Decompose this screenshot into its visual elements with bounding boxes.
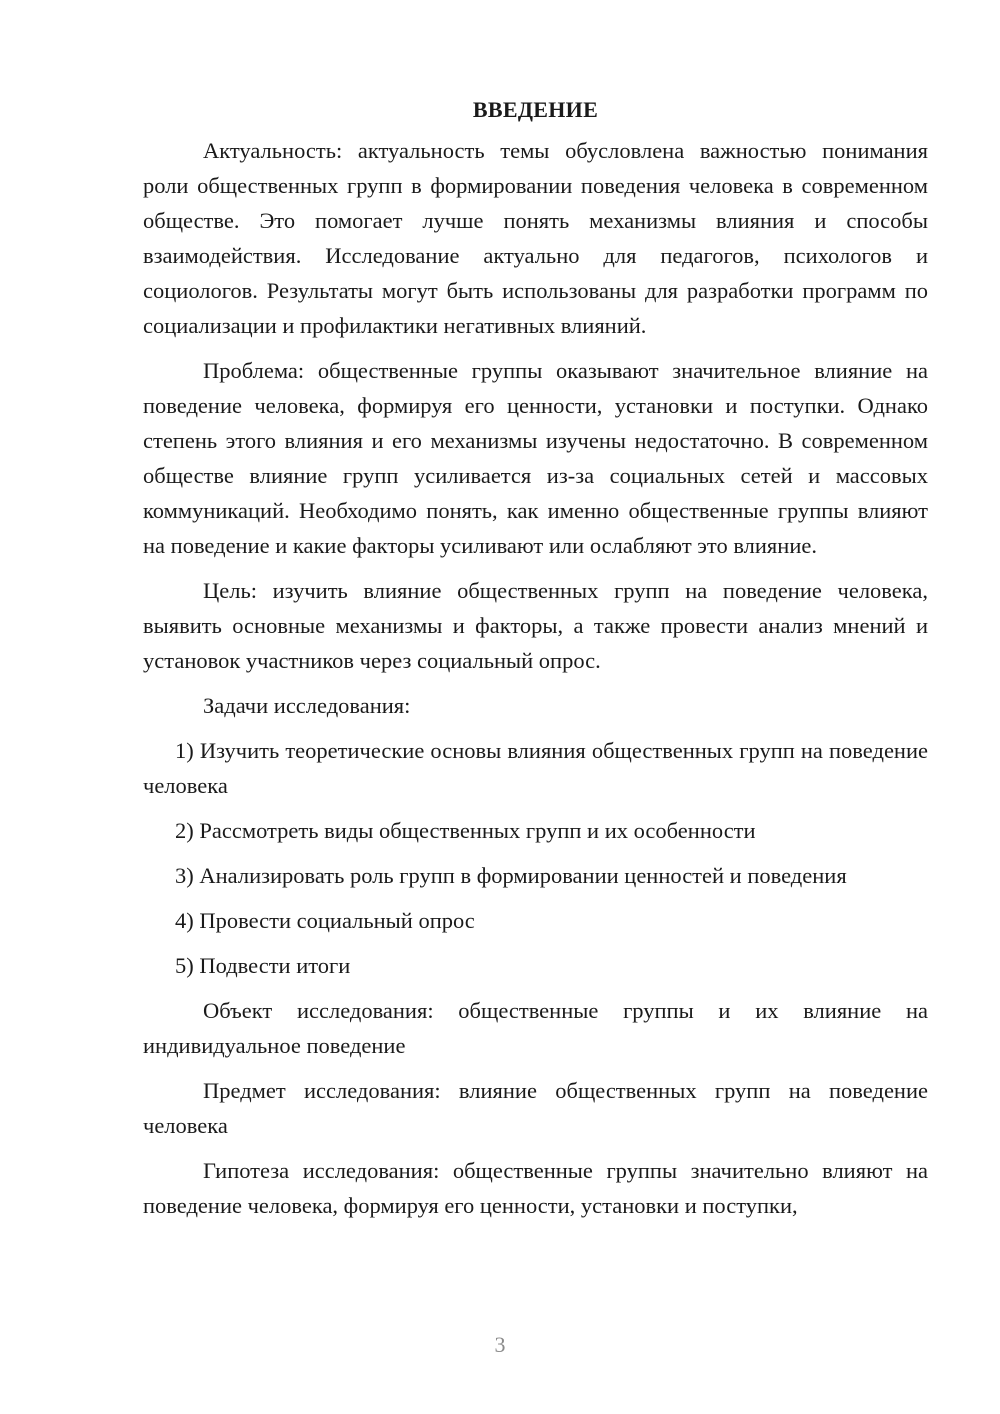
list-item: 5) Подвести итоги xyxy=(175,953,351,978)
page-number: 3 xyxy=(494,1332,506,1357)
goal-paragraph: Цель: изучить влияние общественных групп на поведение человека, выявить основные механизмы и факторы, а также провести анализ мнений и установок участников через социальный опрос. xyxy=(143,578,928,673)
tasks-list xyxy=(143,733,928,983)
object-paragraph: Объект исследования: общественные группы и их влияние на индивидуальное поведение xyxy=(143,998,928,1058)
tasks-heading: Задачи исследования: xyxy=(203,693,411,718)
list-item: 3) Анализировать роль групп в формировании ценностей и поведения xyxy=(175,863,847,888)
document-page xyxy=(143,92,928,1233)
problem-paragraph: Проблема: общественные группы оказывают значительное влияние на поведение человека, формируя его ценности, установки и поступки. Однако степень этого влияния и его механизмы изучены недостаточно. В современном обществе влияние групп усиливается из-за социальных сетей и массовых коммуникаций. Необходимо понять, как именно общественные группы влияют на поведение и какие факторы усиливают или ослабляют это влияние. xyxy=(143,358,928,558)
list-item: 4) Провести социальный опрос xyxy=(175,908,475,933)
list-item: 1) Изучить теоретические основы влияния общественных групп на поведение человека xyxy=(143,738,928,798)
subject-paragraph: Предмет исследования: влияние общественных групп на поведение человека xyxy=(143,1078,928,1138)
hypothesis-paragraph: Гипотеза исследования: общественные группы значительно влияют на поведение человека, формируя его ценности, установки и поступки, xyxy=(143,1158,928,1218)
relevance-paragraph: Актуальность: актуальность темы обусловлена важностью понимания роли общественных групп в формировании поведения человека в современном обществе. Это помогает лучше понять механизмы влияния и способы взаимодействия. Исследование актуально для педагогов, психологов и социологов. Результаты могут быть использованы для разработки программ по социализации и профилактики негативных влияний. xyxy=(143,138,928,338)
page-title: ВВЕДЕНИЕ xyxy=(472,97,599,122)
list-item: 2) Рассмотреть виды общественных групп и их особенности xyxy=(175,818,756,843)
